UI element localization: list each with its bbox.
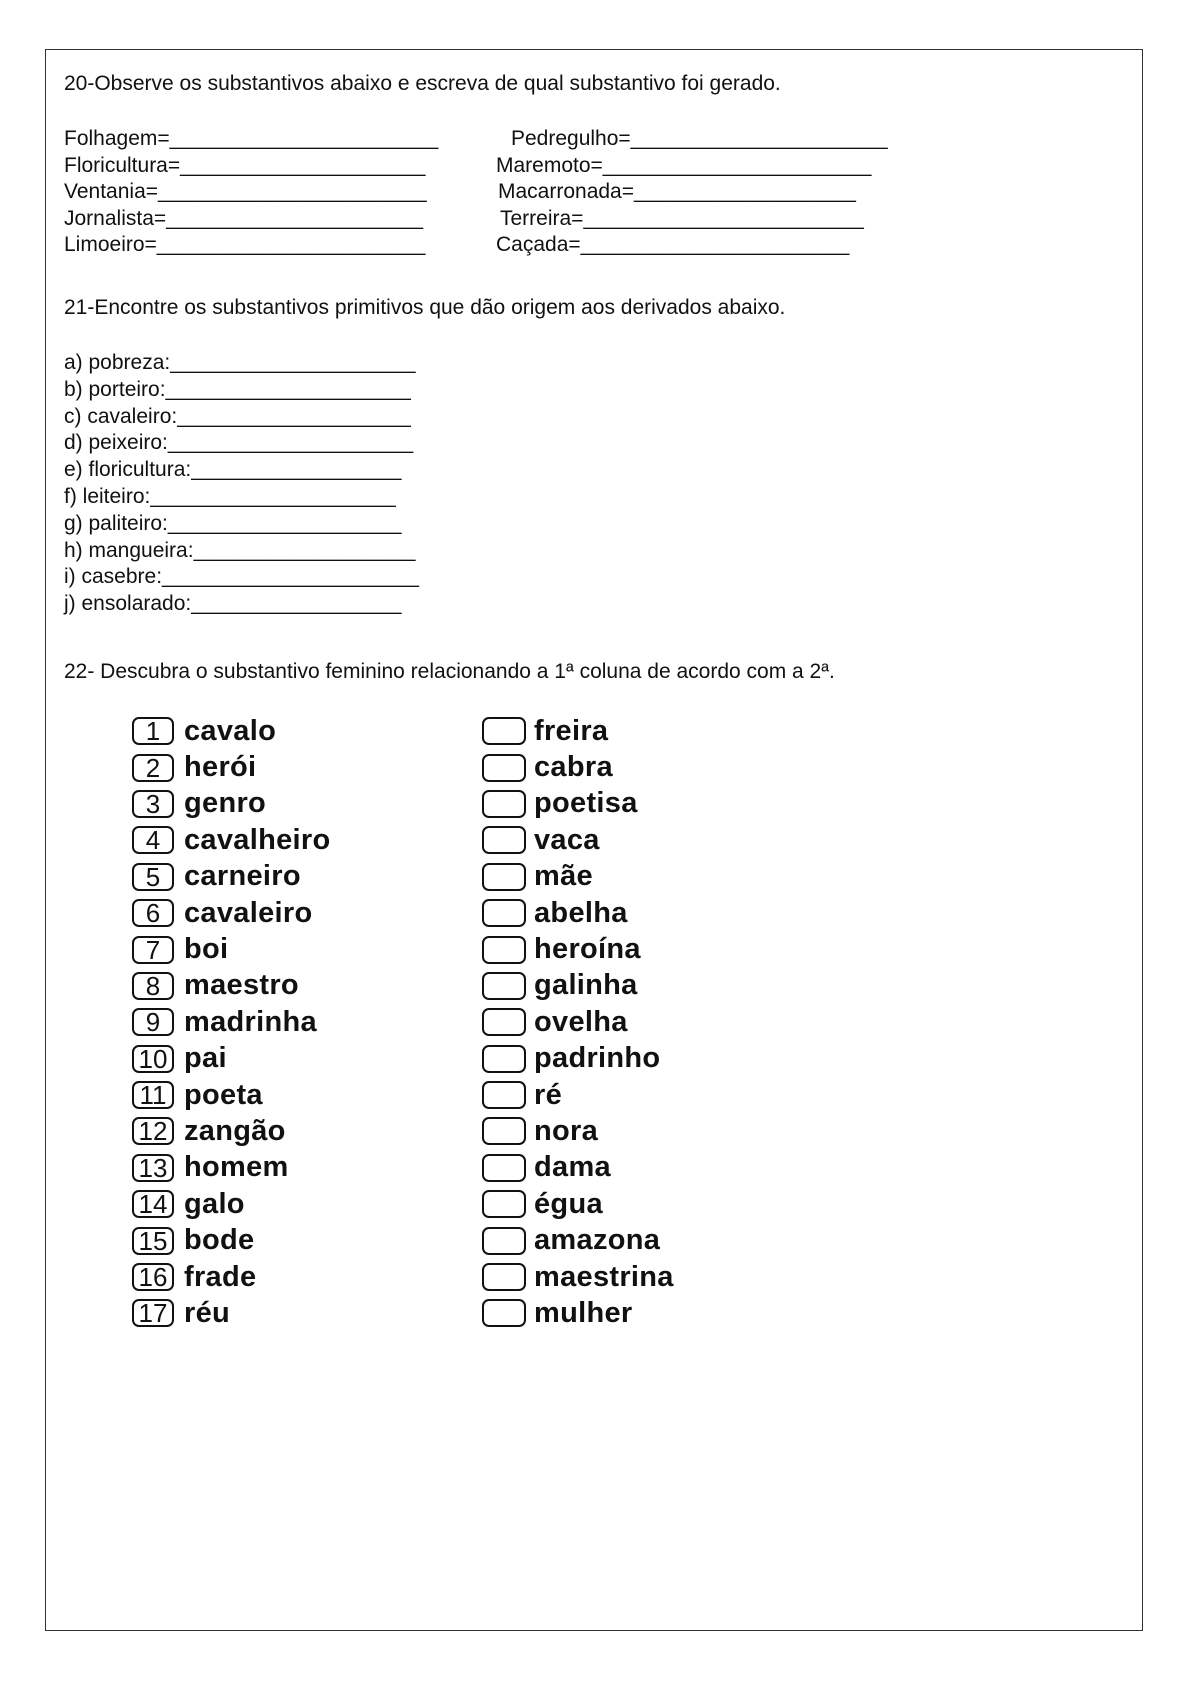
number-box: 16 xyxy=(132,1263,174,1291)
answer-box[interactable] xyxy=(482,936,526,964)
feminine-item xyxy=(482,931,674,967)
feminine-item xyxy=(482,1259,674,1295)
question-20-title: 20-Observe os substantivos abaixo e escreva de qual substantivo foi gerado. xyxy=(64,72,781,95)
feminine-item xyxy=(482,1041,674,1077)
masculine-word: carneiro xyxy=(184,860,301,893)
feminine-item xyxy=(482,713,674,749)
masculine-word: réu xyxy=(184,1296,231,1329)
answer-box[interactable] xyxy=(482,1045,526,1073)
masculine-item xyxy=(132,1004,330,1040)
field-left[interactable]: Ventania=_______________________ xyxy=(64,180,427,203)
masculine-item xyxy=(132,1077,330,1113)
masculine-item xyxy=(132,1222,330,1258)
feminine-item xyxy=(482,1295,674,1331)
masculine-item xyxy=(132,822,330,858)
list-item[interactable]: b) porteiro:_____________________ xyxy=(64,377,411,401)
list-item[interactable]: h) mangueira:___________________ xyxy=(64,538,416,562)
field-row xyxy=(64,126,964,153)
answer-box[interactable] xyxy=(482,863,526,891)
list-item[interactable]: g) paliteiro:____________________ xyxy=(64,511,402,535)
list-item[interactable]: c) cavaleiro:____________________ xyxy=(64,404,411,428)
field-right[interactable]: Pedregulho=______________________ xyxy=(511,127,888,150)
masculine-word: boi xyxy=(184,933,229,966)
answer-box[interactable] xyxy=(482,1190,526,1218)
answer-box[interactable] xyxy=(482,1154,526,1182)
masculine-item xyxy=(132,749,330,785)
masculine-word: homem xyxy=(184,1151,289,1184)
feminine-word: ovelha xyxy=(534,1005,628,1038)
question-20-fields xyxy=(64,126,964,259)
feminine-item xyxy=(482,1150,674,1186)
masculine-item xyxy=(132,1113,330,1149)
answer-box[interactable] xyxy=(482,1117,526,1145)
list-item[interactable]: f) leiteiro:_____________________ xyxy=(64,484,396,508)
masculine-word: madrinha xyxy=(184,1005,317,1038)
masculine-word: bode xyxy=(184,1224,255,1257)
answer-box[interactable] xyxy=(482,1263,526,1291)
feminine-item xyxy=(482,1222,674,1258)
field-left[interactable]: Jornalista=______________________ xyxy=(64,206,424,230)
question-21-list xyxy=(64,350,419,618)
feminine-word: poetisa xyxy=(534,787,638,820)
masculine-word: frade xyxy=(184,1260,257,1293)
number-box: 12 xyxy=(132,1117,174,1145)
masculine-word: poeta xyxy=(184,1078,263,1111)
feminine-item xyxy=(482,1113,674,1149)
feminine-item xyxy=(482,968,674,1004)
list-item[interactable]: d) peixeiro:_____________________ xyxy=(64,431,414,455)
question-21-title: 21-Encontre os substantivos primitivos que dão origem aos derivados abaixo. xyxy=(64,296,786,319)
number-box: 8 xyxy=(132,972,174,1000)
feminine-word: maestrina xyxy=(534,1260,674,1293)
field-left[interactable]: Floricultura=_____________________ xyxy=(64,153,426,177)
answer-box[interactable] xyxy=(482,1299,526,1327)
feminine-item xyxy=(482,859,674,895)
number-box: 4 xyxy=(132,826,174,854)
answer-box[interactable] xyxy=(482,899,526,927)
masculine-word: galo xyxy=(184,1187,245,1220)
number-box: 3 xyxy=(132,790,174,818)
masculine-word: cavaleiro xyxy=(184,896,313,929)
feminine-word: heroína xyxy=(534,933,641,966)
masculine-word: cavalo xyxy=(184,714,277,747)
masculine-word: genro xyxy=(184,787,267,820)
number-box: 17 xyxy=(132,1299,174,1327)
answer-box[interactable] xyxy=(482,1081,526,1109)
field-right[interactable]: Maremoto=_______________________ xyxy=(496,153,872,177)
masculine-item xyxy=(132,1259,330,1295)
list-item[interactable]: e) floricultura:__________________ xyxy=(64,458,402,482)
masculine-word: zangão xyxy=(184,1114,286,1147)
list-item[interactable]: a) pobreza:_____________________ xyxy=(64,351,416,374)
field-left[interactable]: Folhagem=_______________________ xyxy=(64,127,439,150)
number-box: 13 xyxy=(132,1154,174,1182)
answer-box[interactable] xyxy=(482,717,526,745)
field-row xyxy=(64,179,964,206)
feminine-word: égua xyxy=(534,1187,603,1220)
masculine-item xyxy=(132,1295,330,1331)
number-box: 6 xyxy=(132,899,174,927)
field-row xyxy=(64,232,964,259)
masculine-word: maestro xyxy=(184,969,299,1002)
number-box: 15 xyxy=(132,1227,174,1255)
number-box: 9 xyxy=(132,1008,174,1036)
feminine-word: mulher xyxy=(534,1296,633,1329)
field-right[interactable]: Caçada=_______________________ xyxy=(496,233,850,256)
feminine-item xyxy=(482,1004,674,1040)
masculine-item xyxy=(132,931,330,967)
field-right[interactable]: Macarronada=___________________ xyxy=(498,180,856,203)
masculine-item xyxy=(132,1186,330,1222)
masculine-item xyxy=(132,968,330,1004)
number-box: 10 xyxy=(132,1045,174,1073)
feminine-word: galinha xyxy=(534,969,638,1002)
answer-box[interactable] xyxy=(482,826,526,854)
answer-box[interactable] xyxy=(482,754,526,782)
answer-box[interactable] xyxy=(482,1227,526,1255)
field-row xyxy=(64,206,964,233)
feminine-word: vaca xyxy=(534,823,600,856)
field-right[interactable]: Terreira=________________________ xyxy=(500,206,864,230)
question-22-title: 22- Descubra o substantivo feminino relacionando a 1ª coluna de acordo com a 2ª. xyxy=(64,660,835,683)
feminine-word: padrinho xyxy=(534,1042,661,1075)
masculine-item xyxy=(132,895,330,931)
masculine-word: pai xyxy=(184,1042,227,1075)
number-box: 7 xyxy=(132,936,174,964)
feminine-item xyxy=(482,749,674,785)
feminine-word: mãe xyxy=(534,860,593,893)
feminine-word: cabra xyxy=(534,751,613,784)
masculine-word: herói xyxy=(184,751,257,784)
number-box: 11 xyxy=(132,1081,174,1109)
number-box: 5 xyxy=(132,863,174,891)
answer-box[interactable] xyxy=(482,972,526,1000)
masculine-item xyxy=(132,859,330,895)
masculine-word: cavalheiro xyxy=(184,823,331,856)
feminine-word: dama xyxy=(534,1151,611,1184)
feminine-word: abelha xyxy=(534,896,628,929)
feminine-item xyxy=(482,895,674,931)
feminine-item xyxy=(482,786,674,822)
feminine-item xyxy=(482,822,674,858)
masculine-item xyxy=(132,786,330,822)
masculine-item xyxy=(132,713,330,749)
feminine-item xyxy=(482,1186,674,1222)
number-box: 1 xyxy=(132,717,174,745)
feminine-word: ré xyxy=(534,1078,563,1111)
feminine-word: freira xyxy=(534,714,609,747)
masculine-item xyxy=(132,1150,330,1186)
feminine-word: amazona xyxy=(534,1224,661,1257)
field-row xyxy=(64,153,964,180)
list-item[interactable]: j) ensolarado:__________________ xyxy=(64,592,402,616)
answer-box[interactable] xyxy=(482,1008,526,1036)
feminine-item xyxy=(482,1077,674,1113)
number-box: 2 xyxy=(132,754,174,782)
answer-box[interactable] xyxy=(482,790,526,818)
masculine-item xyxy=(132,1041,330,1077)
field-left[interactable]: Limoeiro=_______________________ xyxy=(64,233,426,256)
list-item[interactable]: i) casebre:______________________ xyxy=(64,565,419,589)
feminine-word: nora xyxy=(534,1114,599,1147)
masculine-column xyxy=(132,713,330,1332)
number-box: 14 xyxy=(132,1190,174,1218)
feminine-column xyxy=(482,713,674,1332)
